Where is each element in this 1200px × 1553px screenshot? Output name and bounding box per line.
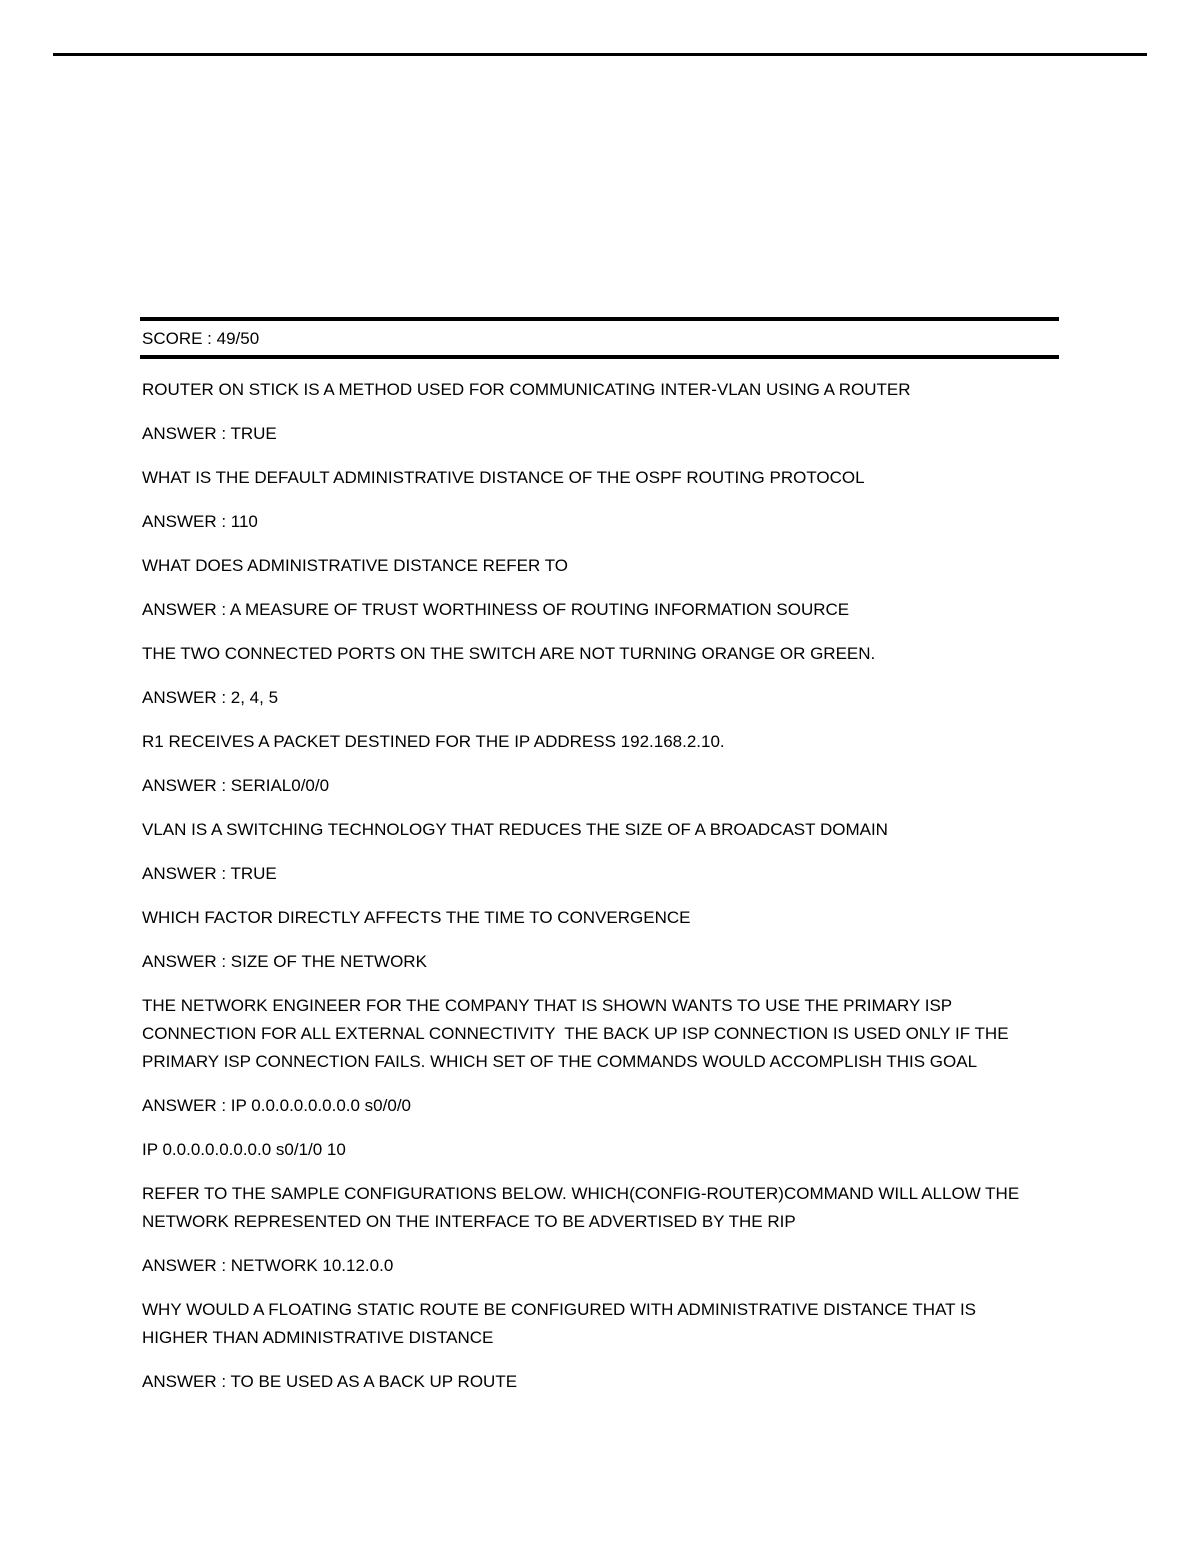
answer-line: ANSWER : NETWORK 10.12.0.0: [142, 1256, 394, 1275]
question-answer-list: [142, 376, 1042, 1412]
question-line: ROUTER ON STICK IS A METHOD USED FOR COMMUNICATING INTER-VLAN USING A ROUTER: [142, 380, 911, 399]
answer-line: ANSWER : IP 0.0.0.0.0.0.0.0 s0/0/0: [142, 1096, 411, 1115]
answer-line: ANSWER : TO BE USED AS A BACK UP ROUTE: [142, 1372, 518, 1391]
answer-line: IP 0.0.0.0.0.0.0.0 s0/1/0 10: [142, 1140, 346, 1159]
question-line: THE TWO CONNECTED PORTS ON THE SWITCH ARE NOT TURNING ORANGE OR GREEN.: [142, 644, 876, 663]
answer-line: ANSWER : A MEASURE OF TRUST WORTHINESS OF ROUTING INFORMATION SOURCE: [142, 600, 850, 619]
question-line: REFER TO THE SAMPLE CONFIGURATIONS BELOW. WHICH(CONFIG-ROUTER)COMMAND WILL ALLOW THE NETWORK REPRESENTED ON THE INTERFACE TO BE ADVERTISED BY THE RIP: [142, 1184, 1024, 1231]
question-line: WHAT IS THE DEFAULT ADMINISTRATIVE DISTANCE OF THE OSPF ROUTING PROTOCOL: [142, 468, 865, 487]
header-rule: [53, 53, 1147, 56]
answer-line: ANSWER : SERIAL0/0/0: [142, 776, 330, 795]
answer-line: ANSWER : SIZE OF THE NETWORK: [142, 952, 427, 971]
question-line: VLAN IS A SWITCHING TECHNOLOGY THAT REDUCES THE SIZE OF A BROADCAST DOMAIN: [142, 820, 888, 839]
question-line: WHICH FACTOR DIRECTLY AFFECTS THE TIME TO CONVERGENCE: [142, 908, 691, 927]
answer-line: ANSWER : TRUE: [142, 864, 277, 883]
score-bottom-rule: [140, 355, 1059, 359]
answer-line: ANSWER : TRUE: [142, 424, 277, 443]
answer-line: ANSWER : 110: [142, 512, 258, 531]
answer-line: ANSWER : 2, 4, 5: [142, 688, 279, 707]
score-block: [140, 317, 1059, 359]
question-line: WHY WOULD A FLOATING STATIC ROUTE BE CONFIGURED WITH ADMINISTRATIVE DISTANCE THAT IS HIGHER THAN ADMINISTRATIVE DISTANCE: [142, 1300, 981, 1347]
question-line: THE NETWORK ENGINEER FOR THE COMPANY THAT IS SHOWN WANTS TO USE THE PRIMARY ISP CONNECTION FOR ALL EXTERNAL CONNECTIVITY THE BACK UP ISP CONNECTION IS USED ONLY IF THE PRIMARY ISP CONNECTION FAILS. WHICH SET OF THE COMMANDS WOULD ACCOMPLISH THIS GOAL: [142, 996, 1014, 1071]
score-text: SCORE : 49/50: [142, 329, 260, 348]
question-line: WHAT DOES ADMINISTRATIVE DISTANCE REFER TO: [142, 556, 568, 575]
question-line: R1 RECEIVES A PACKET DESTINED FOR THE IP ADDRESS 192.168.2.10.: [142, 732, 725, 751]
